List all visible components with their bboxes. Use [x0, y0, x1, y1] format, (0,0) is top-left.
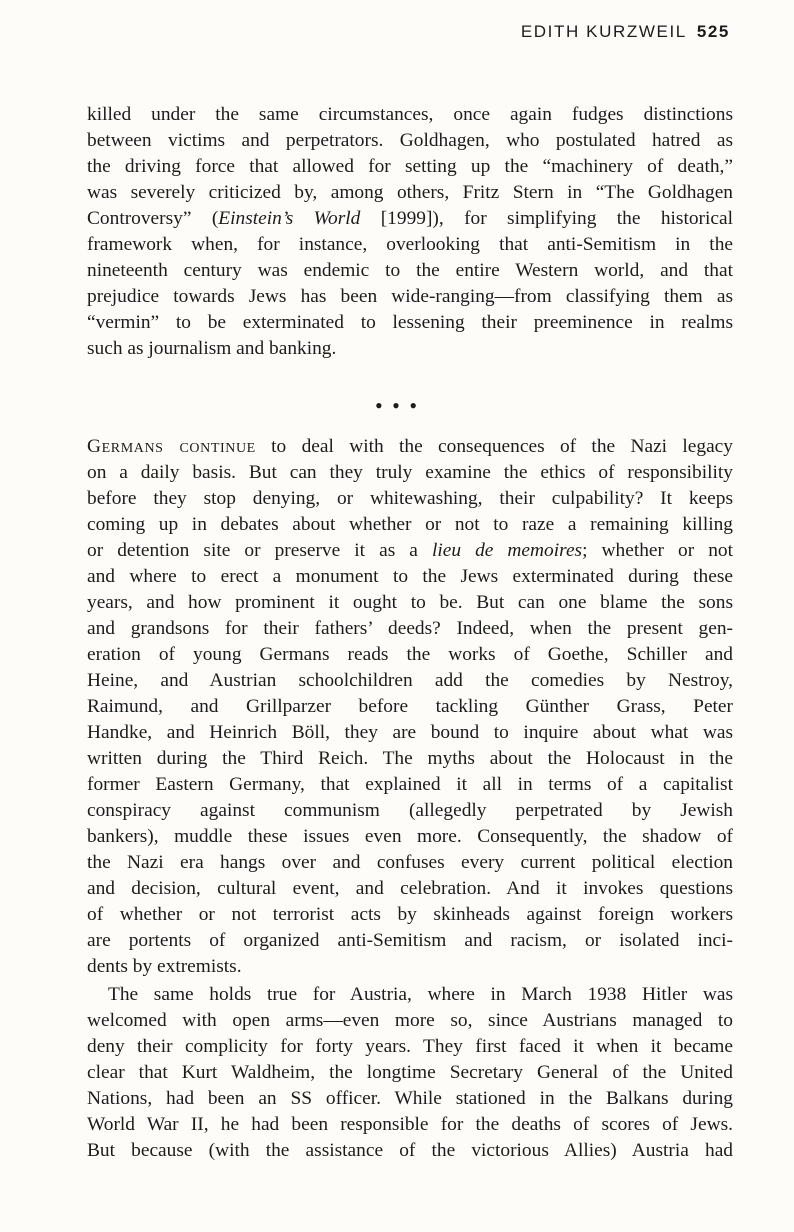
text-line: and where to erect a monument to the Jews exterminated during these [87, 566, 733, 587]
text-line: But because (with the assistance of the victorious Allies) Austria had [87, 1140, 733, 1161]
text-line: and decision, cultural event, and celebration. And it invokes questions [87, 878, 733, 899]
text-line: are portents of organized anti-Semitism and racism, or isolated inci- [87, 930, 733, 951]
text-line: years, and how prominent it ought to be. But can one blame the sons [87, 592, 733, 613]
text-line: conspiracy against communism (allegedly perpetrated by Jewish [87, 800, 733, 821]
text-line [87, 538, 733, 564]
page-number: 525 [696, 22, 730, 41]
text-run: or detention site or preserve it as a [87, 540, 432, 561]
text-line: coming up in debates about whether or not to raze a remaining killing [87, 514, 733, 535]
text-line: deny their complicity for forty years. They first faced it when it became [87, 1036, 733, 1057]
section-separator: • • • [374, 393, 420, 418]
text-line [87, 206, 733, 232]
text-line: and grandsons for their fathers’ deeds? Indeed, when the present gen- [87, 618, 733, 639]
text-run: ; whether or not [582, 540, 733, 561]
text-line: Heine, and Austrian schoolchildren add the comedies by Nestroy, [87, 670, 733, 691]
text-line: prejudice towards Jews has been wide-ranging—from classifying them as [87, 286, 733, 307]
text-run: Controversy” ( [87, 208, 219, 229]
text-line: was severely criticized by, among others, Fritz Stern in “The Goldhagen [87, 182, 733, 203]
text-line: World War II, he had been responsible for the deaths of scores of Jews. [87, 1114, 733, 1135]
text-line [87, 434, 733, 460]
text-line: clear that Kurt Waldheim, the longtime Secretary General of the United [87, 1062, 733, 1083]
text-line: Handke, and Heinrich Böll, they are bound to inquire about what was [87, 722, 733, 743]
running-head [521, 22, 730, 42]
text-run: to deal with the consequences of the Nazi legacy [255, 436, 733, 457]
text-line: Nations, had been an SS officer. While stationed in the Balkans during [87, 1088, 733, 1109]
text-line: between victims and perpetrators. Goldhagen, who postulated hatred as [87, 130, 733, 151]
text-line: of whether or not terrorist acts by skinheads against foreign workers [87, 904, 733, 925]
text-line: Raimund, and Grillparzer before tackling Günther Grass, Peter [87, 696, 733, 717]
text-line: “vermin” to be exterminated to lessening their preeminence in realms [87, 312, 733, 333]
text-line: written during the Third Reich. The myths about the Holocaust in the [87, 748, 733, 769]
small-caps-lead: Germans continue [87, 436, 256, 457]
text-line: eration of young Germans reads the works of Goethe, Schiller and [87, 644, 733, 665]
text-run: [1999]), for simplifying the historical [360, 208, 733, 229]
text-line: The same holds true for Austria, where in March 1938 Hitler was [108, 984, 733, 1005]
text-line: former Eastern Germany, that explained it all in terms of a capitalist [87, 774, 733, 795]
text-line: dents by extremists. [87, 956, 242, 977]
text-line: the driving force that allowed for setting up the “machinery of death,” [87, 156, 733, 177]
text-line: the Nazi era hangs over and confuses every current political election [87, 852, 733, 873]
running-head-author: EDITH KURZWEIL [520, 22, 687, 41]
text-line: before they stop denying, or whitewashing, their culpability? It keeps [87, 488, 733, 509]
text-line: framework when, for instance, overlooking that anti-Semitism in the [87, 234, 733, 255]
text-line: killed under the same circumstances, once again fudges distinctions [87, 104, 733, 125]
text-line: nineteenth century was endemic to the entire Western world, and that [87, 260, 733, 281]
text-line: bankers), muddle these issues even more. Consequently, the shadow of [87, 826, 733, 847]
book-title: Einstein’s World [218, 208, 361, 229]
italic-phrase: lieu de memoires [431, 540, 583, 561]
text-line: on a daily basis. But can they truly examine the ethics of responsibility [87, 462, 733, 483]
text-line: such as journalism and banking. [87, 338, 337, 359]
text-line: welcomed with open arms—even more so, since Austrians managed to [87, 1010, 733, 1031]
